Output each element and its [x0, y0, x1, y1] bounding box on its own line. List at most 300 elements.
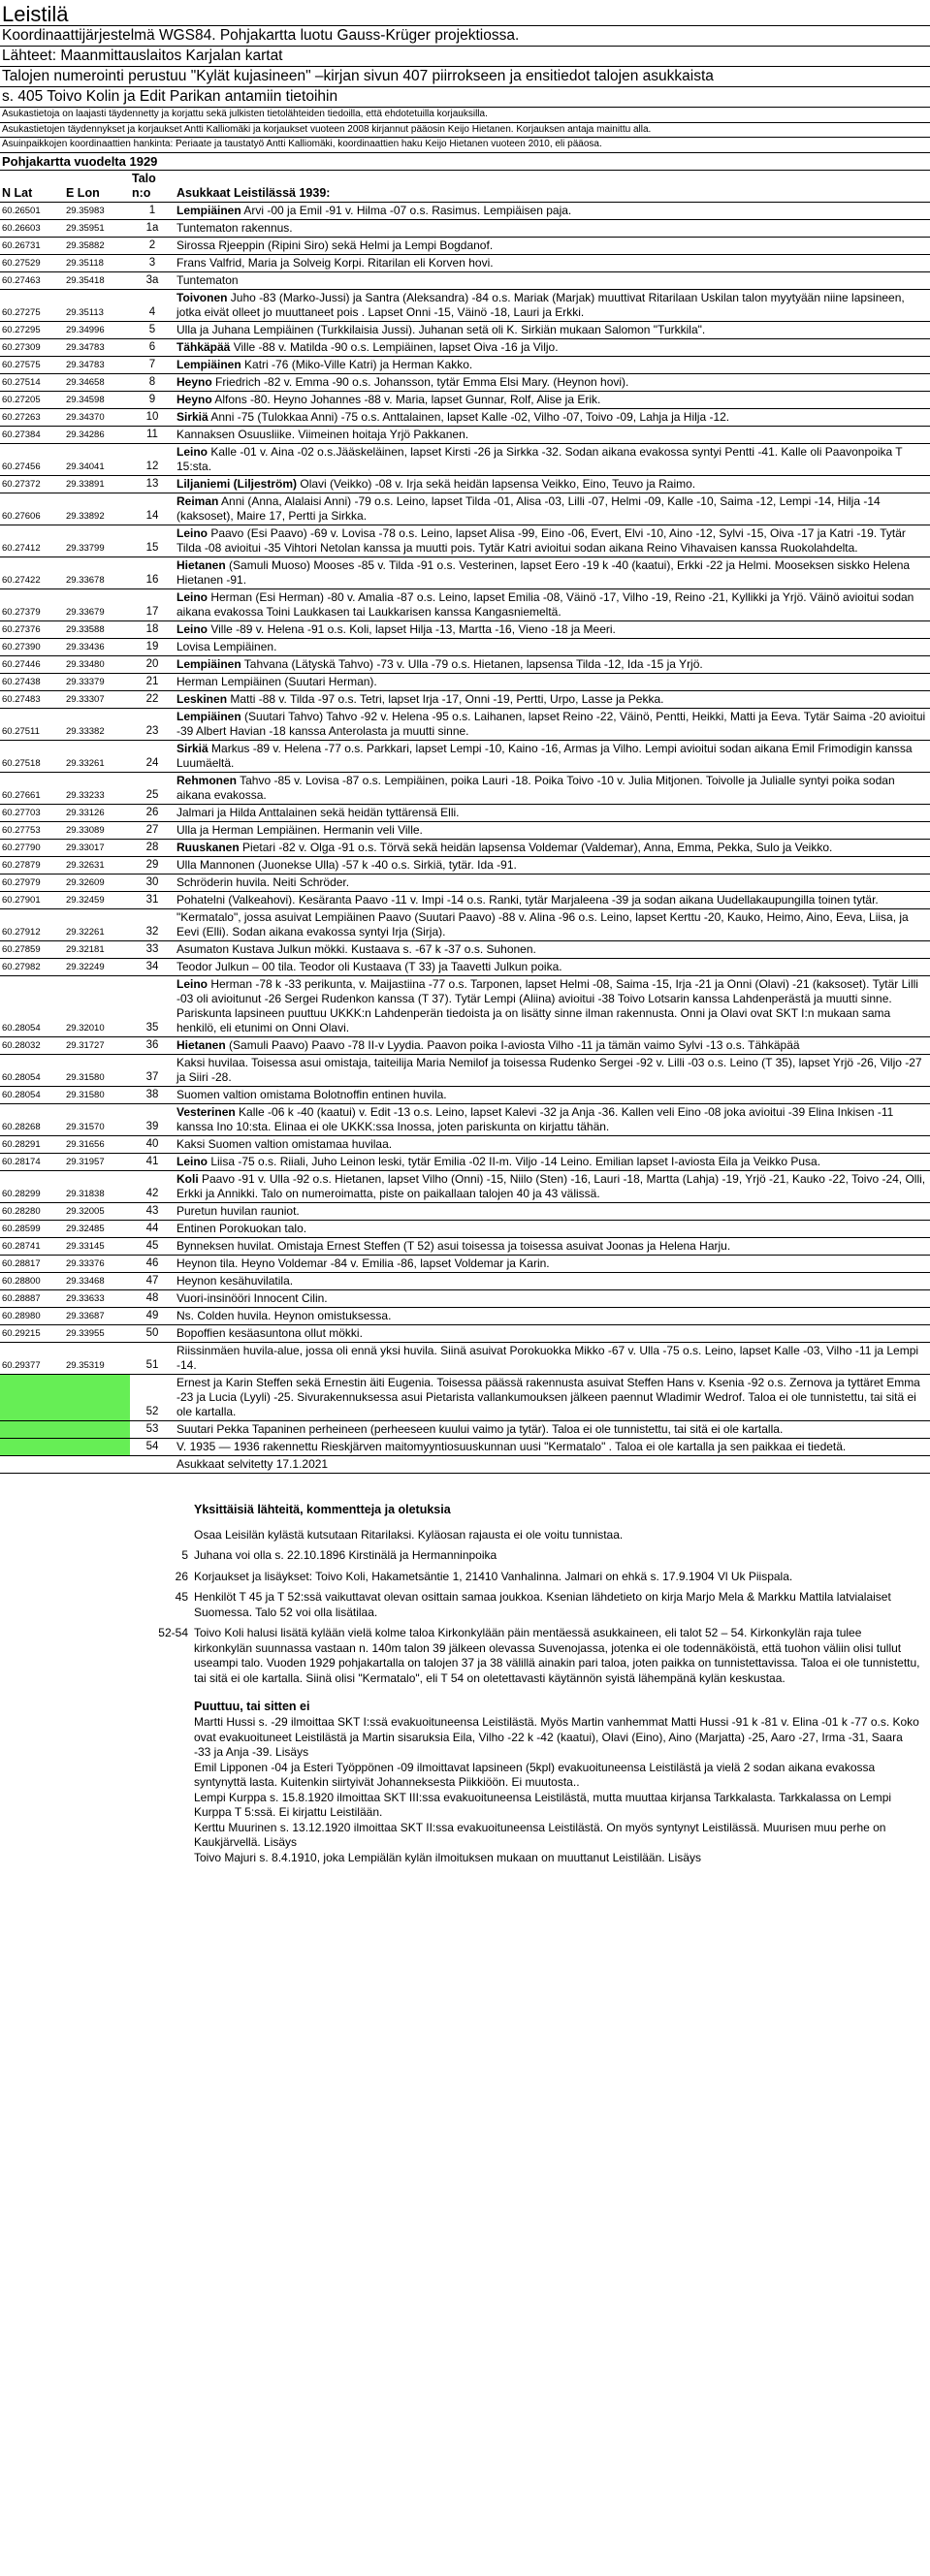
- row-residents: [175, 958, 930, 975]
- row-lat: 60.28980: [0, 1307, 64, 1324]
- table-row: [0, 908, 930, 940]
- note2-text: Emil Lipponen -04 ja Esteri Työppönen -09 ilmoittavat lapsineen (5kpl) evakuoituneensa Leistilästä ja vielä 2 sodan aikana evakossa syntynyttä lasta. Kuitenkin siirtyivät Johanneksesta Piikkiöön. Ei muutosta..: [194, 1760, 876, 1789]
- row-lon: 29.34658: [64, 373, 130, 391]
- row-lon: 29.34286: [64, 426, 130, 443]
- note-ref: [0, 1528, 194, 1543]
- note2-text: Martti Hussi s. -29 ilmoittaa SKT I:ssä evakuoituneensa Leistilästä. Myös Martin vanhemmat Matti Hussi -91 k -81 v. Elina -01 k -77 o.s. Koko ovat evakuoituneet Leistilästä ja Martin sisaruksia Eila, Vilho -22 k -42 (kaatui), Olavi (Eino), Aino (Marjatta) -25, Aaro -27, Irma -31, Saara -33 ja Anja -39. Lisäys: [194, 1715, 919, 1759]
- note-ref: 26: [175, 1569, 188, 1583]
- row-house-no: 31: [130, 891, 175, 908]
- row-residents: [175, 1202, 930, 1220]
- note-row: [0, 1570, 930, 1585]
- table-row: [0, 289, 930, 321]
- row-lat: 60.27463: [0, 271, 64, 289]
- row-surname: Lempiäinen: [176, 203, 241, 217]
- row-residents: [175, 821, 930, 839]
- row-lat: 60.27753: [0, 821, 64, 839]
- row-lat: 60.28299: [0, 1170, 64, 1202]
- row-house-no: 24: [130, 740, 175, 772]
- row-text: (Suutari Tahvo) Tahvo -92 v. Helena -95 o.s. Laihanen, lapset Reino -22, Väinö, Pentti, Heikki, Matti ja Eeva. Tytär Saima -20 avioitui -39 Albert Havian -18 kanssa Anterolasta ja muutti sinne.: [176, 709, 926, 738]
- row-lon: 29.33892: [64, 493, 130, 525]
- row-lat: 60.27446: [0, 655, 64, 673]
- row-text: (Samuli Paavo) Paavo -78 II-v Lyydia. Paavon poika I-aviosta Vilho -11 ja tämän vaimo Sylvi -13 o.s. Tähkäpää: [225, 1037, 800, 1052]
- table-row: [0, 373, 930, 391]
- row-lat: [0, 1438, 64, 1455]
- row-residents: [175, 475, 930, 493]
- small-note-line: Asukastietoja on laajasti täydennetty ja korjattu sekä julkisten tietolähteiden tiedoilla, että ehdotetuilla korjauksilla.: [0, 108, 930, 123]
- row-lat: 60.27263: [0, 408, 64, 426]
- row-text: Anni -75 (Tulokkaa Anni) -75 o.s. Anttalainen, lapset Kalle -02, Vilho -07, Toivo -09, Lahja ja Hilja -12.: [208, 409, 730, 424]
- row-text: Bopoffien kesäasuntona ollut mökki.: [176, 1325, 363, 1340]
- row-surname: Lempiäinen: [176, 709, 241, 723]
- row-text: Anni (Anna, Alalaisi Anni) -79 o.s. Leino, lapset Tilda -01, Alisa -03, Lilli -07, Helmi -09, Kalle -10, Saima -12, Lempi -14, Hilja -14 (kaksoset), Maire 17, Pertti ja Sirkka.: [176, 493, 881, 523]
- table-row: [0, 1455, 930, 1473]
- row-lat: 60.27514: [0, 373, 64, 391]
- row-lon: 29.32249: [64, 958, 130, 975]
- table-row: [0, 940, 930, 958]
- row-lon: 29.33379: [64, 673, 130, 690]
- row-surname: Lempiäinen: [176, 656, 241, 671]
- row-house-no: 37: [130, 1054, 175, 1086]
- note2-row: [0, 1715, 930, 1761]
- row-text: Ville -88 v. Matilda -90 o.s. Lempiäinen, lapset Oiva -16 ja Viljo.: [230, 339, 559, 354]
- row-surname: Lempiäinen: [176, 357, 241, 371]
- row-house-no: 23: [130, 708, 175, 740]
- row-house-no: 10: [130, 408, 175, 426]
- table-row: [0, 1272, 930, 1289]
- row-text: Heynon kesähuvilatila.: [176, 1273, 294, 1288]
- table-row: [0, 1255, 930, 1272]
- table-row: [0, 1086, 930, 1103]
- row-lon: 29.32261: [64, 908, 130, 940]
- note2-row: [0, 1761, 930, 1791]
- note-ref: 52-54: [158, 1626, 188, 1639]
- row-text: Jalmari ja Hilda Anttalainen sekä heidän tyttärensä Elli.: [176, 805, 460, 819]
- row-text: Entinen Porokuokan talo.: [176, 1221, 307, 1235]
- col-header-residents: Asukkaat Leistilässä 1939:: [175, 171, 930, 203]
- row-lon: 29.31838: [64, 1170, 130, 1202]
- row-lat: 60.27879: [0, 856, 64, 874]
- row-text: Kaksi huvilaa. Toisessa asui omistaja, taiteilija Maria Nemilof ja toisessa Rudenko Sergei -92 v. Lilli -03 o.s. Leino (T 35), lapset Yrjö -26, Viljo -27 ja Siiri -28.: [176, 1055, 922, 1084]
- row-residents: [175, 1135, 930, 1153]
- table-row: [0, 202, 930, 219]
- row-house-no: 48: [130, 1289, 175, 1307]
- row-residents: [175, 975, 930, 1036]
- row-text: Vuori-insinööri Innocent Cilin.: [176, 1290, 328, 1305]
- row-text: Asumaton Kustava Julkun mökki. Kustaava s. -67 k -37 o.s. Suhonen.: [176, 941, 536, 956]
- row-lon: 29.33126: [64, 804, 130, 821]
- row-residents: [175, 1220, 930, 1237]
- row-text: Kalle -06 k -40 (kaatui) v. Edit -13 o.s. Leino, lapset Kalevi -32 ja Anja -36. Kallen veli Eino -08 joka avioitui -39 Elina Inkisen -11 kanssa Ino 10:sta. Elinaa ei ole UKKK:ssa Inossa, joten pariskunta on kirjattu tähän.: [176, 1104, 894, 1133]
- note-text: Korjaukset ja lisäykset: Toivo Koli, Hakametsäntie 1, 21410 Vanhalinna. Jalmari on ehkä s. 17.9.1904 Vl Uk Piispala.: [194, 1569, 793, 1583]
- note2-ref: [0, 1761, 194, 1791]
- row-residents: [175, 1103, 930, 1135]
- row-surname: Leino: [176, 976, 208, 991]
- row-text: V. 1935 — 1936 rakennettu Rieskjärven maitomyyntiosuuskunnan uusi "Kermatalo" . Taloa ei ole kartalla ja sen paikkaa ei tiedetä.: [176, 1439, 847, 1453]
- row-house-no: 42: [130, 1170, 175, 1202]
- table-row: [0, 475, 930, 493]
- row-lat: 60.28054: [0, 1054, 64, 1086]
- row-house-no: 41: [130, 1153, 175, 1170]
- row-residents: [175, 426, 930, 443]
- row-lon: 29.33261: [64, 740, 130, 772]
- row-residents: [175, 856, 930, 874]
- row-house-no: 50: [130, 1324, 175, 1342]
- row-residents: [175, 1036, 930, 1054]
- row-residents: [175, 1237, 930, 1255]
- table-row: [0, 254, 930, 271]
- row-house-no: 43: [130, 1202, 175, 1220]
- basemap-subtitle: Pohjakartta vuodelta 1929: [0, 153, 930, 171]
- row-lon: 29.33145: [64, 1237, 130, 1255]
- row-house-no: [130, 1455, 175, 1473]
- row-residents: [175, 1420, 930, 1438]
- note2-ref: [0, 1851, 194, 1866]
- table-row: [0, 588, 930, 620]
- row-lat: 60.27859: [0, 940, 64, 958]
- table-row: [0, 338, 930, 356]
- row-text: Arvi -00 ja Emil -91 v. Hilma -07 o.s. Rasimus. Lempiäisen paja.: [241, 203, 572, 217]
- row-residents: [175, 804, 930, 821]
- row-surname: Rehmonen: [176, 773, 238, 787]
- page-title: Leistilä: [0, 0, 930, 26]
- row-house-no: 26: [130, 804, 175, 821]
- row-text: Ulla ja Herman Lempiäinen. Hermanin veli Ville.: [176, 822, 423, 837]
- row-residents: [175, 1307, 930, 1324]
- row-house-no: 34: [130, 958, 175, 975]
- row-residents: [175, 219, 930, 237]
- row-text: Kaksi Suomen valtion omistamaa huvilaa.: [176, 1136, 393, 1151]
- row-lon: 29.34996: [64, 321, 130, 338]
- table-row: [0, 426, 930, 443]
- table-row: [0, 1324, 930, 1342]
- row-residents: [175, 443, 930, 475]
- row-text: Paavo (Esi Paavo) -69 v. Lovisa -78 o.s. Leino, lapset Alisa -99, Eino -06, Evert, Elvi -10, Aino -12, Sylvi -15, Oiva -17 ja Katri -19. Tytär Tilda -08 avioitui -35 Vihtori Netolan kanssa ja muutti pois. Tytär Katri avioitui sodan aikana Reino Vihavaisen kanssa Ruokolahdelta.: [176, 525, 906, 555]
- row-lon: 29.33891: [64, 475, 130, 493]
- row-lon: 29.33436: [64, 638, 130, 655]
- row-residents: [175, 655, 930, 673]
- header-line: Talojen numerointi perustuu "Kylät kujasineen" –kirjan sivun 407 piirrokseen ja ensitiedot talojen asukkaista: [0, 67, 930, 87]
- row-residents: [175, 321, 930, 338]
- row-text: Ville -89 v. Helena -91 o.s. Koli, lapset Hilja -13, Martta -16, Vieno -18 ja Meeri.: [208, 621, 616, 636]
- table-header-row: [0, 171, 930, 203]
- row-surname: Toivonen: [176, 290, 228, 304]
- row-residents: [175, 708, 930, 740]
- row-lon: 29.31727: [64, 1036, 130, 1054]
- row-lat: 60.27661: [0, 772, 64, 804]
- row-house-no: 38: [130, 1086, 175, 1103]
- row-house-no: 29: [130, 856, 175, 874]
- table-row: [0, 408, 930, 426]
- row-house-no: 7: [130, 356, 175, 373]
- row-text: Sirossa Rjeeppin (Ripini Siro) sekä Helmi ja Lempi Bogdanof.: [176, 238, 494, 252]
- row-lon: 29.33468: [64, 1272, 130, 1289]
- row-house-no: 54: [130, 1438, 175, 1455]
- row-residents: [175, 356, 930, 373]
- row-text: Suomen valtion omistama Bolotnoffin entinen huvila.: [176, 1087, 447, 1101]
- row-lon: 29.34598: [64, 391, 130, 408]
- note-row: [0, 1626, 930, 1686]
- note2-ref: [0, 1821, 194, 1851]
- row-text: Kannaksen Osuusliike. Viimeinen hoitaja Yrjö Pakkanen.: [176, 427, 469, 441]
- row-text: Olavi (Veikko) -08 v. Irja sekä heidän lapsensa Veikko, Eino, Teuvo ja Raimo.: [297, 476, 696, 491]
- small-note-line: Asuinpaikkojen koordinaattien hankinta: Periaate ja taustatyö Antti Kalliomäki, koordinaattien haku Keijo Hietanen vuoteen 2010, eli pääosa.: [0, 138, 930, 153]
- row-house-no: 6: [130, 338, 175, 356]
- row-lon: 29.31570: [64, 1103, 130, 1135]
- row-residents: [175, 391, 930, 408]
- row-lon: 29.35418: [64, 271, 130, 289]
- row-text: Schröderin huvila. Neiti Schröder.: [176, 875, 350, 889]
- row-house-no: 19: [130, 638, 175, 655]
- row-text: Ulla ja Juhana Lempiäinen (Turkkilaisia Jussi). Juhanan setä oli K. Sirkiän mukaan Salomon "Turkkila".: [176, 322, 706, 336]
- row-lat: 60.28054: [0, 1086, 64, 1103]
- row-house-no: 45: [130, 1237, 175, 1255]
- row-residents: [175, 588, 930, 620]
- row-residents: [175, 338, 930, 356]
- row-lat: 60.27376: [0, 620, 64, 638]
- row-residents: [175, 237, 930, 254]
- row-residents: [175, 772, 930, 804]
- row-residents: [175, 1455, 930, 1473]
- note-text: Osaa Leisilän kylästä kutsutaan Ritarilaksi. Kyläosan rajausta ei ole voitu tunnistaa.: [194, 1527, 624, 1542]
- row-text: Lovisa Lempiäinen.: [176, 639, 277, 653]
- row-house-no: 12: [130, 443, 175, 475]
- row-lat: 60.27979: [0, 874, 64, 891]
- col-header-house-no: Talo n:o: [130, 171, 175, 203]
- row-lon: 29.34783: [64, 338, 130, 356]
- table-row: [0, 1202, 930, 1220]
- note2-ref: [0, 1715, 194, 1761]
- table-row: [0, 219, 930, 237]
- notes-title: Yksittäisiä lähteitä, kommentteja ja oletuksia: [194, 1502, 451, 1516]
- row-text: Juho -83 (Marko-Jussi) ja Santra (Aleksandra) -84 o.s. Mariak (Marjak) muuttivat Ritarilaan Uskilan talon myytyään niine lapsineen, jotka eivät olleet jo muuttaneet pois . Lapset Onni -15, Väinö -18, Lauri ja Erkki.: [176, 290, 905, 319]
- row-lat: 60.29215: [0, 1324, 64, 1342]
- row-lat: 60.27575: [0, 356, 64, 373]
- row-residents: [175, 493, 930, 525]
- row-lat: 60.27379: [0, 588, 64, 620]
- row-residents: [175, 638, 930, 655]
- row-text: Tahvo -85 v. Lovisa -87 o.s. Lempiäinen, poika Lauri -18. Poika Toivo -10 v. Julia Mitjonen. Toivolle ja Julialle syntyi poika sodan aikana evakossa.: [176, 773, 895, 802]
- table-row: [0, 271, 930, 289]
- row-text: Frans Valfrid, Maria ja Solveig Korpi. Ritarilan eli Korven hovi.: [176, 255, 494, 270]
- residents-table: [0, 171, 930, 1474]
- row-lat: 60.27518: [0, 740, 64, 772]
- table-row: [0, 1036, 930, 1054]
- row-residents: [175, 1289, 930, 1307]
- table-row: [0, 1420, 930, 1438]
- row-lon: [64, 1374, 130, 1420]
- table-row: [0, 874, 930, 891]
- row-lat: 60.27901: [0, 891, 64, 908]
- row-text: Liisa -75 o.s. Riiali, Juho Leinon leski, tytär Emilia -02 II-m. Viljo -14 Leino. Emilian lapset I-aviosta Eila ja Veikko Pusa.: [208, 1154, 821, 1168]
- table-row: [0, 1153, 930, 1170]
- row-lat: 60.28174: [0, 1153, 64, 1170]
- row-surname: Ruuskanen: [176, 840, 240, 854]
- row-lat: 60.28741: [0, 1237, 64, 1255]
- row-lon: 29.33955: [64, 1324, 130, 1342]
- row-text: Tuntematon: [176, 272, 239, 287]
- row-residents: [175, 202, 930, 219]
- row-text: Markus -89 v. Helena -77 o.s. Parkkari, lapset Lempi -10, Kaino -16, Armas ja Vilho. Lempi avioitui sodan aikana Emil Frimodigin kanssa Luumäeltä.: [176, 741, 913, 770]
- row-text: (Samuli Muoso) Mooses -85 v. Tilda -91 o.s. Vesterinen, lapset Eero -19 k -40 (kaatui), Erkki -22 ja Helmi. Mooseksen siskko Helena Hietanen -91.: [176, 557, 911, 587]
- row-surname: Leino: [176, 621, 208, 636]
- row-residents: [175, 740, 930, 772]
- note2-row: [0, 1821, 930, 1851]
- row-lat: 60.28032: [0, 1036, 64, 1054]
- row-text: Matti -88 v. Tilda -97 o.s. Tetri, lapset Irja -17, Onni -19, Pertti, Urpo, Lasse ja Pekka.: [227, 691, 664, 706]
- note2-text: Toivo Majuri s. 8.4.1910, joka Lempiälän kylän ilmoituksen mukaan on muuttanut Leistilään. Lisäys: [194, 1850, 701, 1864]
- row-lat: 60.27529: [0, 254, 64, 271]
- row-house-no: 36: [130, 1036, 175, 1054]
- row-house-no: 11: [130, 426, 175, 443]
- row-lon: [64, 1420, 130, 1438]
- row-residents: [175, 1153, 930, 1170]
- row-house-no: 21: [130, 673, 175, 690]
- row-lat: 60.27422: [0, 557, 64, 588]
- note2-row: [0, 1851, 930, 1866]
- row-surname: Leino: [176, 525, 208, 540]
- row-lat: [0, 1420, 64, 1438]
- table-row: [0, 620, 930, 638]
- row-text: Ulla Mannonen (Juonekse Ulla) -57 k -40 o.s. Sirkiä, tytär. Ida -91.: [176, 857, 517, 872]
- row-lat: 60.27438: [0, 673, 64, 690]
- table-row: [0, 1307, 930, 1324]
- row-lat: 60.26731: [0, 237, 64, 254]
- row-lon: 29.34041: [64, 443, 130, 475]
- row-text: Heynon tila. Heyno Voldemar -84 v. Emilia -86, lapset Voldemar ja Karin.: [176, 1256, 550, 1270]
- row-residents: [175, 1170, 930, 1202]
- row-house-no: 3: [130, 254, 175, 271]
- row-lat: 60.26501: [0, 202, 64, 219]
- note-text: Henkilöt T 45 ja T 52:ssä vaikuttavat olevan osittain samaa joukkoa. Ksenian lähdetieto on kirja Marjo Mela & Markku Mattila latvialaiset Suomessa. Talo 52 voi olla lisätilaa.: [194, 1590, 891, 1619]
- row-text: Tuntematon rakennus.: [176, 220, 293, 235]
- row-lon: 29.32005: [64, 1202, 130, 1220]
- table-row: [0, 891, 930, 908]
- row-residents: [175, 373, 930, 391]
- row-surname: Tähkäpää: [176, 339, 231, 354]
- row-lat: 60.26603: [0, 219, 64, 237]
- table-row: [0, 856, 930, 874]
- row-lat: 60.27790: [0, 839, 64, 856]
- table-row: [0, 673, 930, 690]
- table-row: [0, 821, 930, 839]
- row-lat: 60.27483: [0, 690, 64, 708]
- row-lat: [0, 1374, 64, 1420]
- table-row: [0, 772, 930, 804]
- header-line: Lähteet: Maanmittauslaitos Karjalan kartat: [0, 47, 930, 67]
- table-row: [0, 839, 930, 856]
- row-lon: 29.32631: [64, 856, 130, 874]
- row-surname: Heyno: [176, 392, 212, 406]
- row-house-no: 51: [130, 1342, 175, 1374]
- row-residents: [175, 1324, 930, 1342]
- row-surname: Koli: [176, 1171, 199, 1186]
- row-house-no: 27: [130, 821, 175, 839]
- row-text: Asukkaat selvitetty 17.1.2021: [176, 1456, 329, 1471]
- row-house-no: 1: [130, 202, 175, 219]
- row-lon: 29.33799: [64, 525, 130, 557]
- row-lon: 29.31957: [64, 1153, 130, 1170]
- table-row: [0, 708, 930, 740]
- row-lat: 60.27703: [0, 804, 64, 821]
- row-residents: [175, 874, 930, 891]
- row-lon: 29.32010: [64, 975, 130, 1036]
- row-lon: 29.31580: [64, 1086, 130, 1103]
- row-text: Kalle -01 v. Aina -02 o.s.Jääskeläinen, lapset Kirsti -26 ja Sirkka -32. Sodan aikana evakossa syntyi Pentti -41. Kalle oli Paavonpoika T 15:sta.: [176, 444, 903, 473]
- row-residents: [175, 1086, 930, 1103]
- row-lat: 60.28268: [0, 1103, 64, 1135]
- table-row: [0, 1438, 930, 1455]
- table-row: [0, 1374, 930, 1420]
- row-house-no: 35: [130, 975, 175, 1036]
- row-house-no: 46: [130, 1255, 175, 1272]
- row-text: Bynneksen huvilat. Omistaja Ernest Steffen (T 52) asui toisessa ja toisessa asuivat Joonas ja Helena Harju.: [176, 1238, 731, 1253]
- row-house-no: 15: [130, 525, 175, 557]
- header-line: s. 405 Toivo Kolin ja Edit Parikan antamiin tietoihin: [0, 87, 930, 108]
- row-surname: Hietanen: [176, 557, 226, 572]
- small-note-line: Asukastietojen täydennykset ja korjaukset Antti Kalliomäki ja korjaukset vuoteen 2008 kirjannut pääosin Keijo Hietanen. Korjauksen antaja mainittu alla.: [0, 123, 930, 139]
- row-residents: [175, 1342, 930, 1374]
- row-lat: [0, 1455, 64, 1473]
- row-lat: 60.28291: [0, 1135, 64, 1153]
- row-lat: 60.29377: [0, 1342, 64, 1374]
- row-lon: [64, 1455, 130, 1473]
- row-surname: Leino: [176, 589, 208, 604]
- row-lat: 60.27275: [0, 289, 64, 321]
- row-lon: 29.33017: [64, 839, 130, 856]
- note-text: Juhana voi olla s. 22.10.1896 Kirstinälä ja Hermanninpoika: [194, 1548, 497, 1562]
- row-house-no: 4: [130, 289, 175, 321]
- row-house-no: 17: [130, 588, 175, 620]
- table-row: [0, 655, 930, 673]
- table-row: [0, 740, 930, 772]
- row-text: Riissinmäen huvila-alue, jossa oli ennä yksi huvila. Siinä asuivat Porokuokka Mikko -67 v. Ulla -75 o.s. Leino, lapset Kalle -03, Vilho -11 ja Lempi -14.: [176, 1343, 919, 1372]
- row-house-no: 44: [130, 1220, 175, 1237]
- row-text: Pietari -82 v. Olga -91 o.s. Törvä sekä heidän lapsensa Voldemar (Valdemar), Anna, Emma, Pekka, Sulo ja Veikko.: [239, 840, 833, 854]
- row-house-no: 52: [130, 1374, 175, 1420]
- row-surname: Liljaniemi (Liljeström): [176, 476, 298, 491]
- row-surname: Reiman: [176, 493, 219, 508]
- row-residents: [175, 690, 930, 708]
- row-text: Suutari Pekka Tapaninen perheineen (perheeseen kuului vaimo ja tytär). Taloa ei ole tunnistettu, tai sitä ei ole kartalla.: [176, 1421, 784, 1436]
- row-text: Herman Lempiäinen (Suutari Herman).: [176, 674, 377, 688]
- row-lat: 60.27511: [0, 708, 64, 740]
- row-lon: 29.33679: [64, 588, 130, 620]
- row-house-no: 18: [130, 620, 175, 638]
- row-lon: 29.31656: [64, 1135, 130, 1153]
- row-text: Ns. Colden huvila. Heynon omistuksessa.: [176, 1308, 392, 1322]
- row-residents: [175, 557, 930, 588]
- row-surname: Vesterinen: [176, 1104, 236, 1119]
- row-lat: 60.27384: [0, 426, 64, 443]
- row-lon: 29.33382: [64, 708, 130, 740]
- row-lat: 60.28817: [0, 1255, 64, 1272]
- table-row: [0, 356, 930, 373]
- row-house-no: 53: [130, 1420, 175, 1438]
- header-block: [0, 26, 930, 108]
- row-residents: [175, 254, 930, 271]
- row-text: Herman (Esi Herman) -80 v. Amalia -87 o.s. Leino, lapset Emilia -08, Väinö -17, Vilho -19, Reino -21, Kyllikki ja Yrjö. Väinö avioitui sodan aikana evakossa Toini Laukkasen tai Laukkarisen kanssa Kangasniemeltä.: [176, 589, 914, 619]
- row-lat: 60.28599: [0, 1220, 64, 1237]
- row-surname: Leskinen: [176, 691, 228, 706]
- row-text: Herman -78 k -33 perikunta, v. Maijastiina -77 o.s. Tarponen, lapset Helmi -08, Saima -15, Irja -21 ja Onni (Olavi) -21 (kaksoset). Tytär Lilli -03 oli avioitunut -26 Sergei Rudenkon kanssa (T 37). Tytär Lempi (Aliina) avioitui -38 Toivo Lotsarin kanssa Lahdenperästä ja muutti sinne. Pariskunta lapsineen puuttuu UKKK:n Lahdenperän tiedoista ja on lisätty sinne ilman rakennusta. Onni ja Olavi ovat SKT I:n mukaan sama henkilö, eli etunimi on Onni Olavi.: [176, 976, 918, 1034]
- row-lon: 29.33633: [64, 1289, 130, 1307]
- row-lon: 29.31580: [64, 1054, 130, 1086]
- row-lon: 29.33233: [64, 772, 130, 804]
- row-lon: 29.35983: [64, 202, 130, 219]
- note-ref: 5: [181, 1548, 188, 1562]
- row-lat: 60.28054: [0, 975, 64, 1036]
- row-residents: [175, 839, 930, 856]
